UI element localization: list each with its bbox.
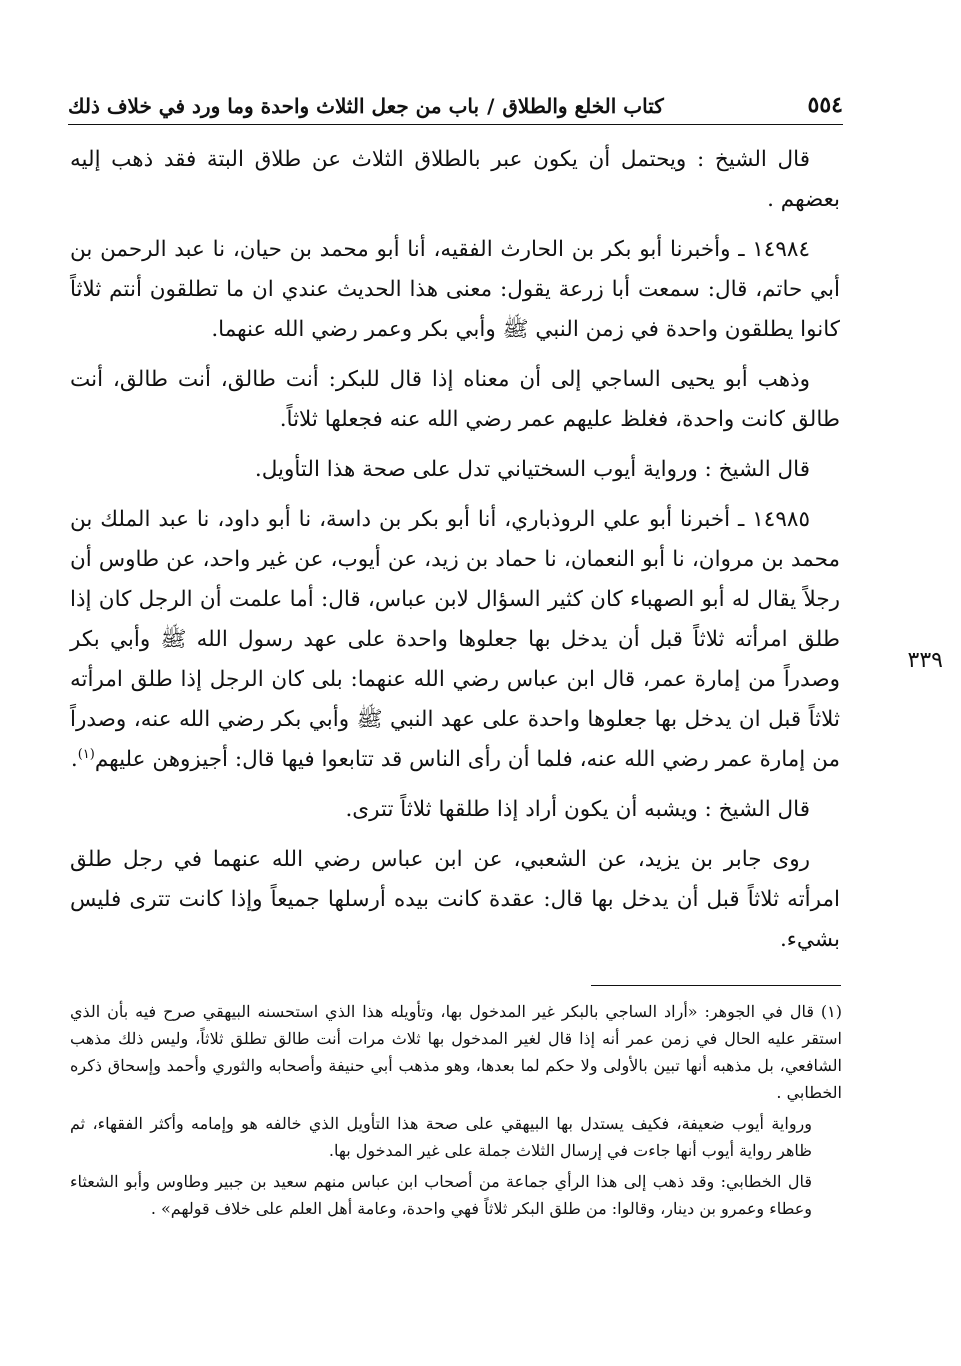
title-separator: /	[487, 94, 495, 118]
footnotes	[70, 998, 842, 1226]
paragraph: قال الشيخ : ورواية أيوب السختياني تدل على صحة هذا التأويل.	[254, 457, 810, 482]
running-title	[68, 94, 664, 118]
footnote-1-continued: قال الخطابي: وقد ذهب إلى هذا الرأي جماعة من أصحاب ابن عباس منهم سعيد بن جبير وطاوس وأبو الشعثاء وعطاء وعمرو بن دينار، وقالوا: من طلق البكر ثلاثاً فهي واحدة، وعامة أهل العلم على خلاف قولهم» .	[70, 1172, 812, 1218]
chapter-title: باب من جعل الثلاث واحدة وما ورد في خلاف ذلك	[68, 94, 480, 118]
main-text	[70, 140, 840, 970]
paragraph: قال الشيخ : ويشبه أن يكون أراد إذا طلقها ثلاثاً تترى.	[345, 797, 810, 822]
margin-volume-page-number: ٣٣٩	[907, 648, 943, 673]
footnote-divider	[591, 985, 841, 986]
hadith-14985	[70, 500, 840, 780]
book-title: كتاب الخلع والطلاق	[502, 94, 664, 118]
hadith-14984: ١٤٩٨٤ ـ وأخبرنا أبو بكر بن الحارث الفقيه، أنا أبو محمد بن حيان، نا عبد الرحمن بن أبي حاتم، قال: سمعت أبا زرعة يقول: معنى هذا الحديث عندي ان ما تطلقون أنتم ثلاثاً كانوا يطلقون واحدة في زمن النبي ﷺ وأبي بكر وعمر رضي الله عنهما.	[70, 237, 840, 342]
paragraph: روى جابر بن يزيد، عن الشعبي، عن ابن عباس رضي الله عنهما في رجل طلق امرأته ثلاثاً قبل أن يدخل بها قال: عقدة كانت بيده أرسلها جميعاً وإذا كانت تترى فليس بشيء.	[70, 847, 840, 952]
page-header	[68, 78, 843, 125]
footnote-1: (١) قال في الجوهر: «أراد الساجي بالبكر غير المدخول بها، وتأويله هذا الذي استحسنه البيهقي صرح فيه بأن الذي استقر عليه الحال في زمن عمر أنه إذا قال لغير المدخول بها ثلاث مرات أنت طالق تطلق ثلاثاً، وليس ذلك مذهب الشافعي، بل مذهبه أنها تبين بالأولى ولا حكم لما بعدها، وهو مذهب أبي حنيفة وأصحابه والثوري وأحمد وإسحاق ذكره الخطابي .	[70, 1002, 842, 1102]
paragraph: قال الشيخ : ويحتمل أن يكون عبر بالطلاق الثلاث عن طلاق البتة فقد ذهب إليه بعضهم .	[70, 147, 840, 212]
footnote-1-continued: ورواية أيوب ضعيفة، فكيف يستدل بها البيهقي على صحة هذا التأويل الذي خالفه هو وإمامه وأكثر الفقهاء، ثم ظاهر رواية أيوب أنها جاءت في إرسال الثلاث جملة على غير المدخول بها.	[70, 1114, 812, 1160]
paragraph: وذهب أبو يحيى الساجي إلى أن معناه إذا قال للبكر: أنت طالق، أنت طالق، أنت طالق كانت واحدة، فغلظ عليهم عمر رضي الله عنه فجعلها ثلاثاً.	[70, 367, 840, 432]
footnote-reference-tail: .	[70, 747, 78, 772]
page-number: ٥٥٤	[807, 92, 843, 118]
hadith-14985-text: ١٤٩٨٥ ـ أخبرنا أبو علي الروذباري، أنا أبو بكر بن داسة، نا أبو داود، نا عبد الملك بن محمد بن مروان، نا أبو النعمان، نا حماد بن زيد، عن أيوب، عن غير واحد، عن طاوس أن رجلاً يقال له أبو الصهباء كان كثير السؤال لابن عباس، قال: أما علمت أن الرجل كان إذا طلق امرأته ثلاثاً قبل أن يدخل بها جعلوها واحدة على عهد رسول الله ﷺ وأبي بكر وصدراً من إمارة عمر، قال ابن عباس رضي الله عنهما: بلى كان الرجل إذا طلق امرأته ثلاثاً قبل ان يدخل بها جعلوها واحدة على عهد النبي ﷺ وأبي بكر رضي الله عنه، وصدراً من إمارة عمر رضي الله عنه، فلما أن رأى الناس قد تتابعوا فيها قال: أجيزوهن عليهم	[70, 507, 840, 772]
footnote-reference: (١)	[77, 746, 95, 762]
